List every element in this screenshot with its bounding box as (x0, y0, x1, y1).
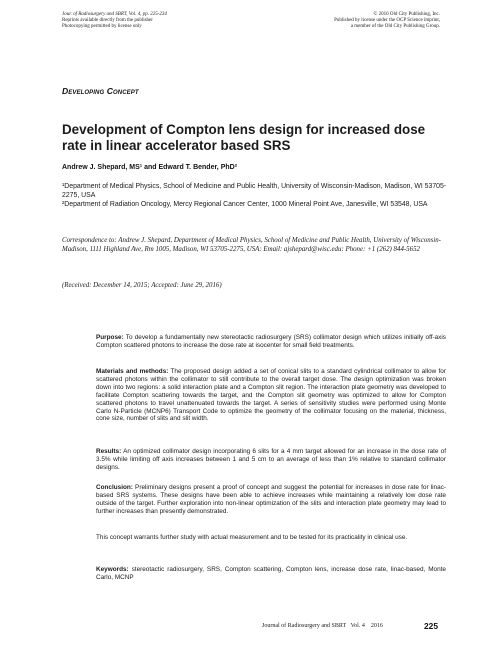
methods-label: Materials and methods: (96, 368, 169, 375)
conclusion-text: Preliminary designs present a proof of concept and suggest the potential for increases in dose rate for linac-based SRS systems. These designs have been able to achieve increases while maintaining a relatively low dose rate outside of the target. Further exploration into non-linear optimization of the slits and interaction plate geometry may lead to further increases than presently demonstrated. (96, 484, 446, 515)
methods-text: The proposed design added a set of conical slits to a standard cylindrical collimator to allow for scattered photons within the collimator to still contribute to the overall target dose. The design optimization was broken down into two regions: a solid interaction plate and a Compton slit region. The interaction plate geometry was developed to facilitate Compton scattering towards the target, and the Compton slit geometry was optimized to allow for Compton scattered photons to travel unattenuated towards the target. A series of sensitivity studies were performed using Monte Carlo N-Particle (MCNP6) Transport Code to optimize the geometry of the collimator focusing on the material, thickness, cone size, number of slits and slit width. (96, 368, 446, 423)
paper-title: Development of Compton lens design for increased dose rate in linear accelerator based SRS (62, 122, 426, 153)
footer-year: 2016 (370, 623, 383, 629)
conclusion-label: Conclusion: (96, 484, 133, 491)
license-line: Published by license under the OCP Science imprint, (334, 18, 440, 24)
abstract-conclusion (96, 484, 446, 516)
photocopy-note: Photocopying permitted by license only (62, 24, 142, 30)
footer-journal: Journal of Radiosurgery and SBRT (262, 623, 347, 629)
author-list: Andrew J. Shepard, MS¹ and Edward T. Bender, PhD² (62, 164, 238, 171)
copyright-line: © 2016 Old City Publishing, Inc. (373, 12, 440, 17)
keywords-text: stereotactic radiosurgery, SRS, Compton scattering, Compton lens, increase dose rate, linac-based, Monte Carlo, MCNP (96, 566, 446, 581)
affiliation-1: ¹Department of Medical Physics, School of Medicine and Public Health, University of Wisconsin-Madison, Madison, WI 53705-2275, USA (62, 183, 447, 199)
footer-volume: Vol. 4 (350, 623, 365, 629)
abstract-results (96, 448, 446, 472)
abstract-methods (96, 368, 446, 423)
journal-citation: Jour. of Radiosurgery and SBRT, Vol. 4, pp. 225-234 (62, 12, 167, 17)
publisher-group-line: a member of the Old City Publishing Group. (350, 24, 440, 30)
received-dates: (Received: December 14, 2015; Accepted: June 29, 2016) (62, 282, 222, 289)
results-text: An optimized collimator design incorporating 6 slits for a 4 mm target allowed for an increase in the dose rate of 3.5% while limiting off axis increases between 1 and 5 cm to an average of less than 1% relative to standard collimator designs. (96, 448, 446, 471)
publisher-header-right (240, 12, 440, 31)
correspondence: Correspondence to: Andrew J. Shepard, Department of Medical Physics, School of Medicine and Public Health, University of Wisconsin-Madison, 1111 Highland Ave, Rm 1005, Madison, WI 53705-2275, USA: Email: ajshepard@wisc.edu: Phone: +1 (262) 844-5652 (62, 237, 441, 253)
results-label: Results: (96, 448, 122, 455)
reprint-note: Reprints available directly from the publisher (62, 18, 153, 24)
affiliation-2: ²Department of Radiation Oncology, Mercy Regional Cancer Center, 1000 Mineral Point Ave, Janesville, WI 53548, USA (62, 201, 428, 208)
abstract-purpose (96, 334, 446, 350)
abstract-keywords (96, 566, 446, 582)
purpose-label: Purpose: (96, 334, 124, 341)
section-label: Developing Concept (62, 86, 139, 96)
keywords-label: Keywords: (96, 566, 129, 573)
page-number: 225 (424, 621, 438, 631)
page-footer (262, 621, 438, 631)
abstract-warrant: This concept warrants further study with actual measurement and to be tested for its practicality in clinical use. (96, 534, 408, 541)
journal-header-left (62, 12, 242, 31)
purpose-text: To develop a fundamentally new stereotactic radiosurgery (SRS) collimator design which utilizes initially off-axis Compton scattered photons to increase the dose rate at isocenter for small field treatments. (96, 334, 446, 349)
